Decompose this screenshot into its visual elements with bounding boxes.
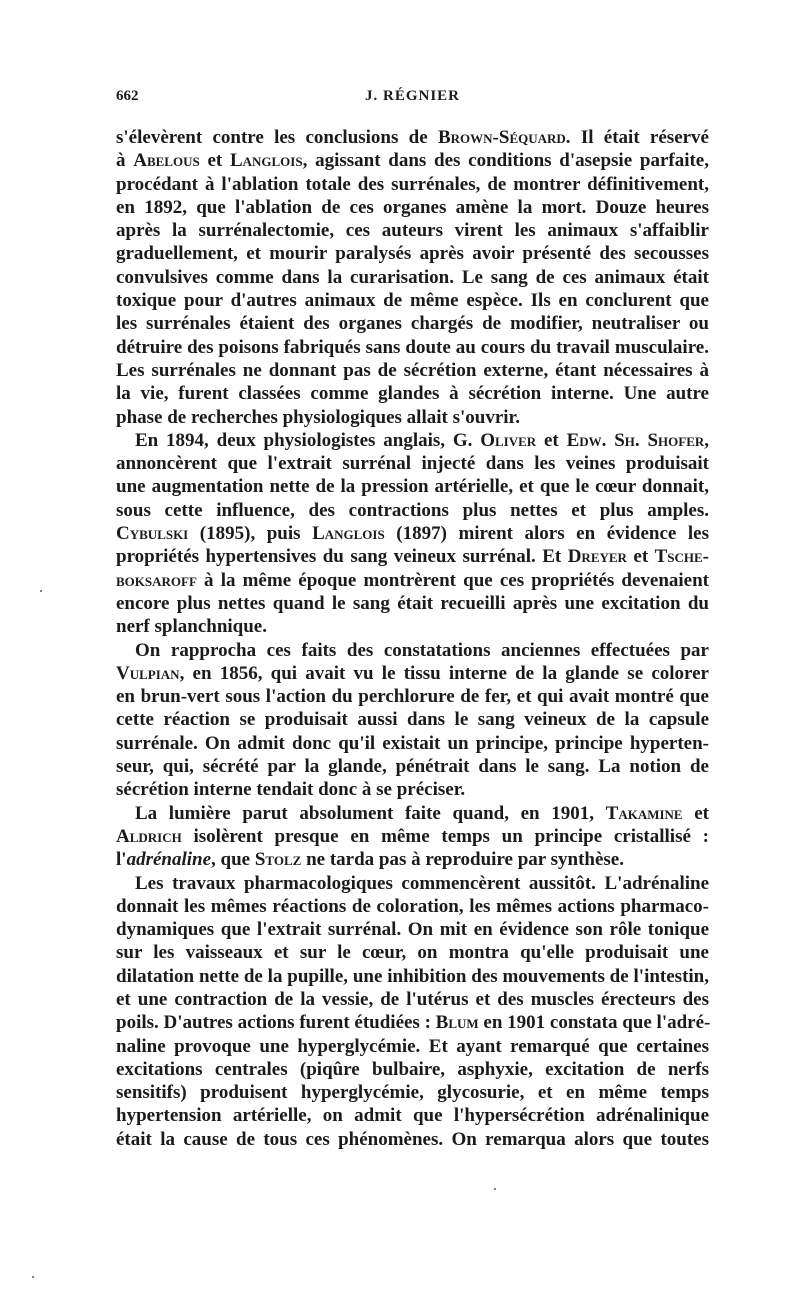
text-line bbox=[116, 1035, 709, 1058]
text-run: s'élevèrent contre les conclusions de bbox=[116, 127, 438, 148]
text-run: une augmentation nette de la pression artérielle, et que le cœur donnait, bbox=[116, 476, 709, 498]
author-name: Aldrich bbox=[116, 825, 182, 847]
text-line bbox=[116, 639, 709, 662]
text-run: toxique pour d'autres animaux de même espèce. Ils en conclurent que bbox=[116, 290, 709, 312]
paragraph bbox=[116, 126, 709, 429]
text-run: cette réaction se produisait aussi dans le sang veineux de la capsule bbox=[116, 709, 709, 731]
text-line bbox=[116, 1011, 709, 1034]
text-line bbox=[116, 499, 709, 522]
text-line bbox=[116, 359, 709, 382]
text-run: et bbox=[626, 546, 655, 568]
author-name: Cybulski bbox=[116, 523, 189, 545]
paragraph bbox=[116, 802, 709, 872]
text-line bbox=[116, 452, 709, 475]
text-run: En 1894, deux physiologistes anglais, G. bbox=[135, 429, 481, 451]
text-line bbox=[116, 126, 709, 149]
author-name: Edw. Sh. Shofer bbox=[566, 429, 705, 451]
text-line bbox=[116, 242, 709, 265]
text-run: en 1901 constata que l'adré- bbox=[478, 1012, 711, 1034]
text-line bbox=[116, 941, 709, 964]
text-line bbox=[116, 312, 709, 335]
author-name: Tsche- bbox=[654, 546, 709, 568]
running-title: J. RÉGNIER bbox=[364, 88, 460, 104]
text-run: en brun-vert sous l'action du perchlorure de fer, et qui avait montré que bbox=[116, 686, 709, 708]
text-line bbox=[116, 336, 709, 359]
author-name: Blum bbox=[435, 1012, 479, 1034]
scan-speck bbox=[32, 1276, 34, 1278]
text-line bbox=[116, 918, 709, 941]
text-line bbox=[116, 732, 709, 755]
paragraph bbox=[116, 429, 709, 639]
text-run: (1895), puis bbox=[188, 523, 313, 545]
text-run: procédant à l'ablation totale des surrénales, de montrer définitivement, bbox=[116, 173, 709, 195]
author-name: Dreyer bbox=[567, 546, 627, 568]
text-line bbox=[116, 1104, 709, 1127]
text-run: encore plus nettes quand le sang était recueilli après une excitation du bbox=[116, 592, 709, 614]
text-run: On rapprocha ces faits des constatations anciennes effectuées par bbox=[135, 639, 709, 661]
page-header bbox=[116, 88, 709, 112]
text-line bbox=[116, 685, 709, 708]
text-run: , en 1856, qui avait vu le tissu interne de la glande se colorer bbox=[179, 662, 709, 684]
text-run: sur les vaisseaux et sur le cœur, on montra qu'elle produisait une bbox=[116, 942, 709, 964]
author-name: Brown-Séquard bbox=[437, 127, 566, 148]
emphasis-text: adrénaline bbox=[126, 849, 212, 871]
text-run: et bbox=[682, 802, 709, 824]
text-line bbox=[116, 289, 709, 312]
paragraph bbox=[116, 639, 709, 802]
text-run: et une contraction de la vessie, de l'utérus et des muscles érecteurs des bbox=[116, 988, 709, 1010]
text-line bbox=[116, 1128, 709, 1151]
text-run: sécrétion interne tendait donc à se préciser. bbox=[116, 779, 466, 801]
text-run: à la même époque montrèrent que ces propriétés devenaient bbox=[196, 569, 709, 591]
author-name: Abelous bbox=[133, 150, 200, 172]
text-run: en 1892, que l'ablation de ces organes amène la mort. Douze heures bbox=[116, 196, 709, 218]
text-line bbox=[116, 219, 709, 242]
text-line bbox=[116, 615, 709, 638]
text-line bbox=[116, 755, 709, 778]
author-name: Stolz bbox=[254, 849, 302, 871]
text-run: isolèrent presque en même temps un principe cristallisé : bbox=[181, 825, 709, 847]
author-name: Vulpian bbox=[116, 662, 180, 684]
text-run: graduellement, et mourir paralysés après avoir présenté des secousses bbox=[116, 243, 709, 265]
text-run: annoncèrent que l'extrait surrénal injecté dans les veines produisait bbox=[116, 453, 709, 475]
text-run: les surrénales étaient des organes chargés de modifier, neutraliser ou bbox=[116, 313, 709, 335]
text-run: et bbox=[536, 429, 567, 451]
text-run: , bbox=[704, 429, 709, 451]
paragraph bbox=[116, 872, 709, 1152]
text-run: , agissant dans des conditions d'asepsie parfaite, bbox=[302, 150, 709, 172]
text-run: ne tarda pas à reproduire par synthèse. bbox=[301, 849, 624, 871]
text-line bbox=[116, 662, 709, 685]
text-line bbox=[116, 1081, 709, 1104]
text-run: dilatation nette de la pupille, une inhibition des mouvements de l'intestin, bbox=[116, 965, 709, 987]
text-line bbox=[116, 475, 709, 498]
text-run: convulsives comme dans la curarisation. Le sang de ces animaux était bbox=[116, 266, 709, 288]
text-line bbox=[116, 802, 709, 825]
text-run: La lumière parut absolument faite quand, en 1901, bbox=[135, 802, 606, 824]
text-line bbox=[116, 569, 709, 592]
text-line bbox=[116, 429, 709, 452]
author-name: Langlois bbox=[229, 150, 303, 172]
text-run: propriétés hypertensives du sang veineux surrénal. Et bbox=[116, 546, 568, 568]
text-line bbox=[116, 382, 709, 405]
author-name: boksaroff bbox=[116, 569, 197, 591]
text-run: (1897) mirent alors en évidence les bbox=[384, 523, 709, 545]
text-run: était la cause de tous ces phénomènes. On remarqua alors que toutes bbox=[116, 1128, 709, 1150]
text-run: détruire des poisons fabriqués sans doute au cours du travail musculaire. bbox=[116, 336, 709, 358]
author-name: Oliver bbox=[480, 429, 537, 451]
text-line bbox=[116, 522, 709, 545]
text-run: Les surrénales ne donnant pas de sécrétion externe, étant nécessaires à bbox=[116, 359, 709, 381]
text-run: dynamiques que l'extrait surrénal. On mit en évidence son rôle tonique bbox=[116, 919, 709, 941]
text-line bbox=[116, 266, 709, 289]
author-name: Takamine bbox=[605, 802, 683, 824]
text-line bbox=[116, 149, 709, 172]
text-run: sous cette influence, des contractions plus nettes et plus amples. bbox=[116, 499, 709, 521]
body-text bbox=[116, 126, 709, 1151]
text-run: hypertension artérielle, on admit que l'hypersécrétion adrénalinique bbox=[116, 1105, 709, 1127]
text-run: seur, qui, sécrété par la glande, pénétrait dans le sang. La notion de bbox=[116, 756, 709, 778]
text-line bbox=[116, 988, 709, 1011]
text-line bbox=[116, 708, 709, 731]
text-line bbox=[116, 965, 709, 988]
text-run: et bbox=[199, 150, 230, 172]
text-line bbox=[116, 196, 709, 219]
text-line bbox=[116, 545, 709, 568]
author-name: Langlois bbox=[312, 523, 385, 545]
text-line bbox=[116, 872, 709, 895]
scan-speck bbox=[40, 590, 42, 592]
scan-speck bbox=[494, 1188, 496, 1190]
page-number: 662 bbox=[116, 88, 139, 104]
text-run: surrénale. On admit donc qu'il existait un principe, principe hyperten- bbox=[116, 732, 709, 754]
text-line bbox=[116, 848, 709, 871]
text-run: la vie, furent classées comme glandes à sécrétion interne. Une autre bbox=[116, 383, 709, 405]
text-line bbox=[116, 1058, 709, 1081]
text-run: , que bbox=[211, 849, 255, 871]
text-line bbox=[116, 592, 709, 615]
text-run: phase de recherches physiologiques allait s'ouvrir. bbox=[116, 406, 520, 428]
text-run: l' bbox=[116, 849, 127, 871]
text-run: nerf splanchnique. bbox=[116, 616, 267, 638]
text-run: sensitifs) produisent hyperglycémie, glycosurie, et en même temps bbox=[116, 1082, 709, 1104]
text-run: donnait les mêmes réactions de coloration, les mêmes actions pharmaco- bbox=[116, 895, 709, 917]
text-run: à bbox=[116, 150, 134, 172]
text-line bbox=[116, 778, 709, 801]
text-run: excitations centrales (piqûre bulbaire, asphyxie, excitation de nerfs bbox=[116, 1058, 709, 1080]
text-line bbox=[116, 825, 709, 848]
text-line bbox=[116, 406, 709, 429]
text-run: après la surrénalectomie, ces auteurs virent les animaux s'affaiblir bbox=[116, 220, 709, 242]
text-run: naline provoque une hyperglycémie. Et ayant remarqué que certaines bbox=[116, 1035, 709, 1057]
text-line bbox=[116, 895, 709, 918]
text-line bbox=[116, 173, 709, 196]
text-run: . Il était réservé bbox=[565, 127, 709, 148]
text-run: Les travaux pharmacologiques commencèrent aussitôt. L'adrénaline bbox=[135, 872, 709, 894]
text-run: poils. D'autres actions furent étudiées : bbox=[116, 1012, 436, 1034]
